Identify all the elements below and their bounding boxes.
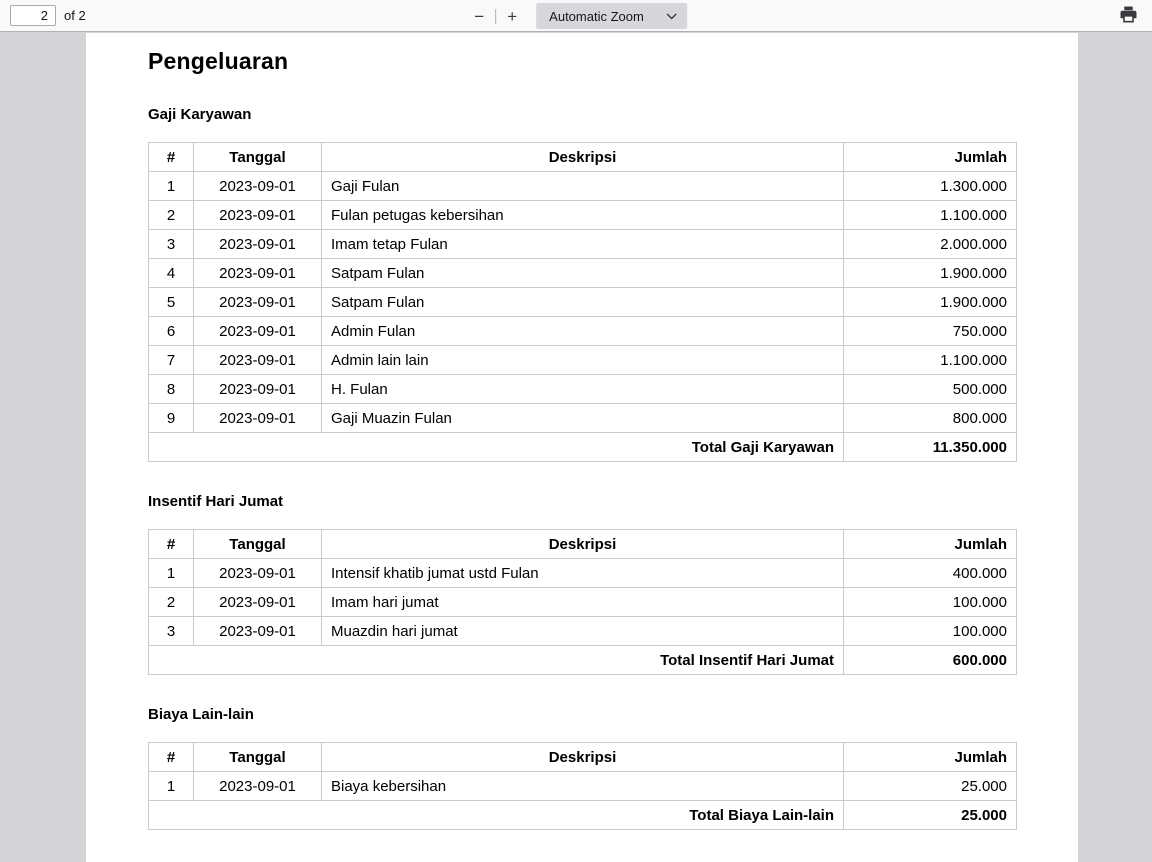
column-header: Tanggal [194,530,322,559]
table-cell: 7 [149,346,194,375]
table-body [149,772,1017,801]
table-cell: 25.000 [844,772,1017,801]
total-value: 25.000 [844,801,1017,830]
total-value: 600.000 [844,646,1017,675]
column-header: Jumlah [844,143,1017,172]
chevron-down-icon [666,13,677,20]
table-row [149,201,1017,230]
table-total-row [149,433,1017,462]
expense-table [148,142,1017,462]
table-row [149,404,1017,433]
table-cell: Admin lain lain [322,346,844,375]
table-cell: Intensif khatib jumat ustd Fulan [322,559,844,588]
table-cell: 2023-09-01 [194,346,322,375]
column-header: Tanggal [194,143,322,172]
table-cell: 1.100.000 [844,346,1017,375]
table-row [149,317,1017,346]
table-total-row [149,801,1017,830]
section-heading: Biaya Lain-lain [148,706,254,723]
table-cell: 800.000 [844,404,1017,433]
table-cell: 2023-09-01 [194,172,322,201]
column-header: Tanggal [194,743,322,772]
column-header: Deskripsi [322,743,844,772]
expense-section [148,706,1016,830]
table-cell: 1.300.000 [844,172,1017,201]
table-cell: Fulan petugas kebersihan [322,201,844,230]
table-cell: 2.000.000 [844,230,1017,259]
table-cell: 2023-09-01 [194,559,322,588]
expense-table [148,742,1017,830]
table-body [149,172,1017,433]
table-row [149,588,1017,617]
table-cell: Gaji Muazin Fulan [322,404,844,433]
table-header-row [149,743,1017,772]
table-cell: Gaji Fulan [322,172,844,201]
table-cell: 2023-09-01 [194,259,322,288]
zoom-in-button[interactable]: + [498,3,526,29]
table-cell: Biaya kebersihan [322,772,844,801]
table-cell: 2 [149,588,194,617]
table-cell: 1.900.000 [844,288,1017,317]
table-cell: 4 [149,259,194,288]
expense-section [148,493,1016,675]
table-cell: 2023-09-01 [194,230,322,259]
table-cell: 5 [149,288,194,317]
total-label: Total Gaji Karyawan [149,433,844,462]
table-cell: 1 [149,172,194,201]
table-row [149,172,1017,201]
table-cell: 750.000 [844,317,1017,346]
table-row [149,230,1017,259]
table-cell: 9 [149,404,194,433]
table-body [149,559,1017,646]
table-row [149,559,1017,588]
table-cell: 2023-09-01 [194,201,322,230]
total-label: Total Biaya Lain-lain [149,801,844,830]
table-cell: 500.000 [844,375,1017,404]
table-cell: Admin Fulan [322,317,844,346]
page-count-label: of 2 [64,8,86,23]
table-row [149,288,1017,317]
table-cell: Muazdin hari jumat [322,617,844,646]
table-row [149,346,1017,375]
table-header-row [149,143,1017,172]
table-cell: 1 [149,559,194,588]
section-heading: Insentif Hari Jumat [148,493,284,510]
page-content [86,33,1078,830]
column-header: Jumlah [844,743,1017,772]
table-cell: 100.000 [844,588,1017,617]
column-header: Jumlah [844,530,1017,559]
table-cell: Imam hari jumat [322,588,844,617]
column-header: # [149,530,194,559]
zoom-controls [465,0,687,32]
table-row [149,259,1017,288]
column-header: Deskripsi [322,530,844,559]
table-row [149,617,1017,646]
page-number-input[interactable] [10,5,56,26]
table-cell: 3 [149,617,194,646]
column-header: # [149,143,194,172]
column-header: Deskripsi [322,143,844,172]
table-header-row [149,530,1017,559]
table-cell: 2023-09-01 [194,404,322,433]
table-total-row [149,646,1017,675]
table-cell: 6 [149,317,194,346]
table-cell: 8 [149,375,194,404]
table-cell: 1 [149,772,194,801]
printer-icon [1120,6,1137,26]
table-cell: 1.900.000 [844,259,1017,288]
section-heading: Gaji Karyawan [148,106,252,123]
table-cell: 400.000 [844,559,1017,588]
pdf-viewer-area [0,33,1152,862]
table-row [149,772,1017,801]
table-cell: Imam tetap Fulan [322,230,844,259]
print-button[interactable] [1114,3,1142,29]
zoom-select[interactable] [536,3,687,29]
table-cell: 2023-09-01 [194,772,322,801]
table-cell: 2023-09-01 [194,317,322,346]
table-row [149,375,1017,404]
expense-section [148,106,1016,462]
table-cell: 1.100.000 [844,201,1017,230]
document-title: Pengeluaran [148,48,289,74]
total-label: Total Insentif Hari Jumat [149,646,844,675]
zoom-select-value: Automatic Zoom [549,8,644,24]
zoom-out-button[interactable]: − [465,3,493,29]
total-value: 11.350.000 [844,433,1017,462]
toolbar-separator [495,9,496,24]
document-sections [148,106,1016,830]
table-cell: H. Fulan [322,375,844,404]
column-header: # [149,743,194,772]
pdf-toolbar [0,0,1152,32]
table-cell: 2023-09-01 [194,375,322,404]
pdf-page [86,33,1078,862]
table-cell: 2023-09-01 [194,588,322,617]
table-cell: 100.000 [844,617,1017,646]
table-cell: 2023-09-01 [194,288,322,317]
table-cell: Satpam Fulan [322,288,844,317]
table-cell: Satpam Fulan [322,259,844,288]
table-cell: 3 [149,230,194,259]
expense-table [148,529,1017,675]
table-cell: 2023-09-01 [194,617,322,646]
table-cell: 2 [149,201,194,230]
